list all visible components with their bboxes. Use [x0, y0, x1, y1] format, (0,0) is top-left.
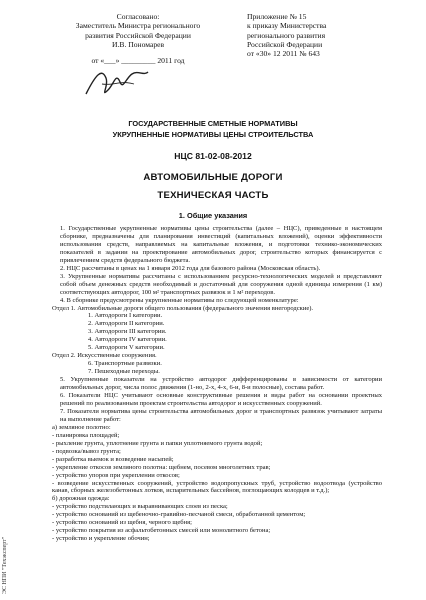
appendix-line3: регионального развития: [247, 30, 326, 40]
paragraph-5: 5. Укрупненные показатели на устройство автодорог дифференцированы в зависимости от категории автомобильных дорог, числа полос движения (1-но, 2-х, 4-х, 6-и, 8-и полосные), состава работ.: [60, 376, 382, 392]
subject-title: АВТОМОБИЛЬНЫЕ ДОРОГИ: [143, 172, 283, 183]
list-item: - подвозка/вывоз грунта;: [52, 447, 121, 455]
paragraph-6: 6. Показатели НЦС учитывают основные конструктивные решения и виды работ на основании проектных решений по реализованным проектам строительства автодорог и искусственных сооружений.: [60, 392, 382, 407]
section-otdel-2: Отдел 2. Искусственные сооружения.: [52, 352, 157, 360]
list-item: - устройство покрытия из асфальтобетонных смесей или монолитного бетона;: [52, 527, 271, 535]
list-item: - устройство и укрепление обочин;: [52, 535, 150, 543]
paragraph-4: 4. В сборнике предусмотрены укрупненные нормативы по следующей номенклатуре:: [60, 296, 299, 304]
standard-code: НЦС 81-02-08-2012: [174, 151, 252, 161]
list-item: 7. Пешеходные переходы.: [88, 368, 160, 376]
list-item: - возведение искусственных сооружений, устройство водопропускных труб, устройство водоотвода (устройство канав, сборных железобетонных лотков, испарительных бассейнов, поглощающих колодцев и т.д.);: [52, 479, 382, 495]
approval-line1: Заместитель Министра регионального: [75, 21, 201, 31]
list-item: 5. Автодороги V категории.: [88, 344, 165, 352]
list-item: - устройство оснований из щебеночно-гравийно-песчаной смеси, обработанной цементом;: [52, 511, 306, 519]
document-body: [52, 225, 382, 543]
appendix-block: [247, 12, 387, 58]
list-item: - устройство подстилающих и выравнивающих слоев из песка;: [52, 503, 228, 511]
list-item: - укрепление откосов земляного полотна: щебнем, посевом многолетних трав;: [52, 463, 271, 471]
list-item: - рыхление грунта, уплотнение грунта и папки уплотняемого грунта водой;: [52, 439, 263, 447]
signature-mark: [82, 64, 152, 104]
list-item: 1. Автодороги I категории.: [88, 312, 163, 320]
list-item: - устройство упоров при укреплении откосов;: [52, 471, 180, 479]
appendix-line4: Российской Федерации: [247, 39, 323, 49]
part-title: ТЕХНИЧЕСКАЯ ЧАСТЬ: [157, 190, 269, 201]
list-item: 6. Транспортные развязки.: [88, 360, 162, 368]
subsection-b: б) дорожная одежда:: [52, 495, 110, 503]
paragraph-7: 7. Показатели норматива цены строительства автомобильных дорог и транспортных развязок учитывают затраты на выполнение работ:: [60, 407, 382, 423]
approval-name: И.В. Пономарев: [112, 39, 165, 49]
appendix-date: от «30» 12 2011 № 643: [247, 49, 320, 59]
paragraph-3: 3. Укрупненные нормативы рассчитаны с использованием ресурсно-технологических моделей и представляют собой объем денежных средств необходимый и достаточный для сооружения одной единицы измерения (1 км) соответствующих автодорог, 100 м² транспортных развязок и 1 м² переходов.: [60, 272, 382, 296]
section-otdel-1: Отдел 1. Автомобильные дороги общего пользования (федерального значения внегородские).: [52, 304, 314, 312]
approval-block: [58, 12, 218, 65]
list-item: 2. Автодороги II категории.: [88, 320, 165, 328]
subsection-a: а) земляное полотно:: [52, 423, 111, 431]
section-title: 1. Общие указания: [178, 211, 248, 220]
approval-date: от «___» _________ 2011 год: [91, 56, 185, 66]
paragraph-2: 2. НЦС рассчитаны в ценах на 1 января 2012 года для базового района (Московская область).: [60, 264, 321, 272]
margin-note: ЭС НПИ "Техэксперт": [2, 536, 8, 594]
title-line1: ГОСУДАРСТВЕННЫЕ СМЕТНЫЕ НОРМАТИВЫ: [128, 119, 298, 128]
list-item: 3. Автодороги III категории.: [88, 328, 167, 336]
list-item: 4. Автодороги IV категории.: [88, 336, 167, 344]
appendix-line2: к приказу Министерства: [247, 21, 327, 31]
list-item: - разработка выемок и возведение насыпей;: [52, 455, 174, 463]
appendix-line1: Приложение № 15: [247, 12, 307, 21]
approval-agreed: Согласовано:: [116, 12, 160, 21]
paragraph-1: 1. Государственные укрупненные нормативы цены строительства (далее – НЦС), приведенные в настоящем сборнике, предназначены для планирования инвестиций (капитальных вложений), оценки эффективности использования средств, направляемых на капитальные вложения, и подготовки технико-экономических показателей в задании на проектирование автомобильных дорог, строительство которых финансируется с привлечением средств федерального бюджета.: [60, 225, 382, 264]
approval-line2: развития Российской Федерации: [85, 30, 191, 40]
list-item: - планировка площадей;: [52, 431, 120, 439]
list-item: - устройство оснований из щебня, черного щебня;: [52, 519, 192, 527]
title-line2: УКРУПНЕННЫЕ НОРМАТИВЫ ЦЕНЫ СТРОИТЕЛЬСТВА: [112, 130, 314, 139]
